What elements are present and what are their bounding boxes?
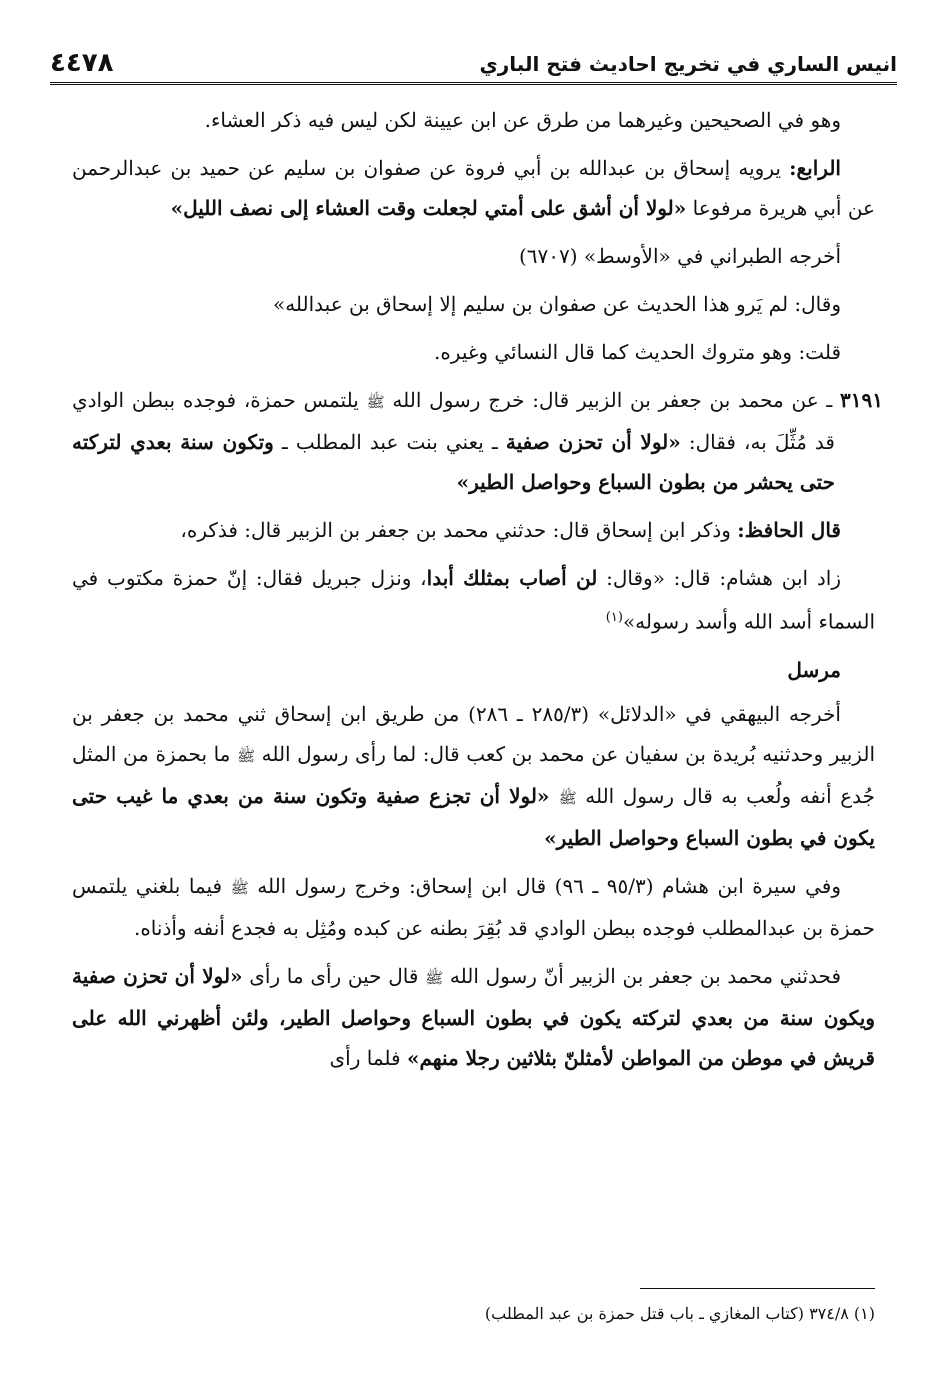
paragraph — [72, 558, 875, 642]
paragraph — [72, 284, 875, 324]
salutation-glyph: ﷺ — [558, 788, 577, 807]
paragraph — [72, 236, 875, 276]
paragraph-text: قال حين رأى ما رأى — [242, 963, 426, 988]
hadith-quote: «لولا أن تحزن صفية ويكون سنة من بعدي لتركته يكون في بطون السباع وحواصل الطير، ولئن أظهرني الله على قريش في موطن من المواطن لأمثلنّ بثلاثين رجلا منهم» — [72, 963, 875, 1070]
paragraph — [72, 956, 875, 1078]
paragraph-text: ـ يعني بنت عبد المطلب ـ — [273, 430, 506, 454]
hadith-entry — [72, 380, 883, 502]
paragraph — [72, 866, 875, 948]
page-header — [50, 36, 897, 85]
paragraph — [72, 510, 875, 550]
paragraph-text: فيما بلغني يلتمس حمزة بن عبدالمطلب فوجده ببطن الوادي قد بُقِرَ بطنه عن كبده ومُثِل به فجدع أنفه وأذناه. — [72, 873, 875, 940]
hadith-quote: «لولا أن تجزع صفية وتكون سنة من بعدي ما غيب حتى يكون في بطون السباع وحواصل الطير» — [72, 783, 875, 850]
running-title: انيس الساري في تخريج احاديث فتح الباري — [479, 52, 897, 76]
paragraph-text: وهو في الصحيحين وغيرهما من طرق عن ابن عيينة لكن ليس فيه ذكر العشاء. — [204, 108, 841, 132]
paragraph-text: وفي سيرة ابن هشام (٩٥/٣ ـ ٩٦) قال ابن إسحاق: وخرج رسول الله — [248, 873, 842, 898]
paragraph-text: يرويه إسحاق بن عبدالله بن أبي فروة عن صفوان بن سليم عن حميد بن عبدالرحمن عن أبي هريرة مرفوعا — [72, 156, 875, 220]
salutation-glyph: ﷺ — [230, 878, 249, 897]
paragraph-text: أخرجه الطبراني في «الأوسط» (٦٧٠٧) — [518, 244, 841, 268]
paragraph-label: الرابع: — [789, 156, 841, 180]
salutation-glyph: ﷺ — [366, 393, 385, 411]
paragraph-text: ـ عن محمد بن جعفر بن الزبير قال: خرج رسول الله — [384, 388, 841, 412]
footnote-divider — [640, 1288, 875, 1289]
paragraph — [72, 100, 875, 140]
hadith-quote: وتكون سنة بعدي لتركته حتى يحشر من بطون السباع وحواصل الطير» — [72, 430, 835, 494]
salutation-glyph: ﷺ — [425, 968, 444, 987]
salutation-glyph: ﷺ — [236, 746, 256, 765]
footnote — [72, 1300, 875, 1328]
footnote-text: (١) ٣٧٤/٨ (كتاب المغازي ـ باب قتل حمزة بن عبد المطلب) — [484, 1304, 875, 1323]
paragraph — [72, 332, 875, 372]
hadith-quote: لن أصاب بمثلك أبدا — [426, 566, 598, 590]
hadith-number: ٣١٩١ — [840, 388, 883, 412]
page-number: ٤٤٧٨ — [50, 48, 114, 78]
paragraph-text: قلت: وهو متروك الحديث كما قال النسائي وغيره. — [433, 340, 841, 364]
section-label — [72, 650, 875, 690]
paragraph-text: يلتمس حمزة، فوجده ببطن الوادي قد مُثِّلَ به، فقال: — [72, 388, 835, 454]
paragraph-text: أخرجه البيهقي في «الدلائل» (٢٨٥/٣ ـ ٢٨٦) من طريق ابن إسحاق ثني محمد بن جعفر بن الزبير وحدثنيه بُريدة بن سفيان عن محمد بن كعب قال: لما رأى رسول الله — [72, 701, 875, 766]
paragraph — [72, 694, 875, 858]
paragraph-text: فحدثني محمد بن جعفر بن الزبير أنّ رسول الله — [443, 963, 841, 988]
paragraph-text: زاد ابن هشام: قال: «وقال: — [597, 566, 841, 590]
section-label-text: مرسل — [787, 657, 841, 682]
paragraph-text: فلما رأى — [329, 1045, 407, 1070]
paragraph-text: ، ونزل جبريل فقال: إنّ حمزة مكتوب في السماء أسد الله وأسد رسوله» — [72, 566, 875, 634]
hadith-quote: «لولا أن أشق على أمتي لجعلت وقت العشاء إلى نصف الليل» — [170, 196, 687, 220]
paragraph-label: قال الحافظ: — [737, 518, 841, 542]
paragraph-text: ما بحمزة من المثل جُدع أنفه ولُعب به قال رسول الله — [72, 741, 876, 808]
paragraph — [72, 148, 875, 228]
main-text — [72, 100, 883, 1086]
paragraph-text: وقال: لم يَرو هذا الحديث عن صفوان بن سليم إلا إسحاق بن عبدالله» — [272, 292, 841, 316]
hadith-quote: «لولا أن تحزن صفية — [505, 430, 681, 454]
paragraph-text: وذكر ابن إسحاق قال: حدثني محمد بن جعفر بن الزبير قال: فذكره، — [180, 518, 738, 542]
footnote-marker[interactable]: (١) — [605, 610, 623, 625]
